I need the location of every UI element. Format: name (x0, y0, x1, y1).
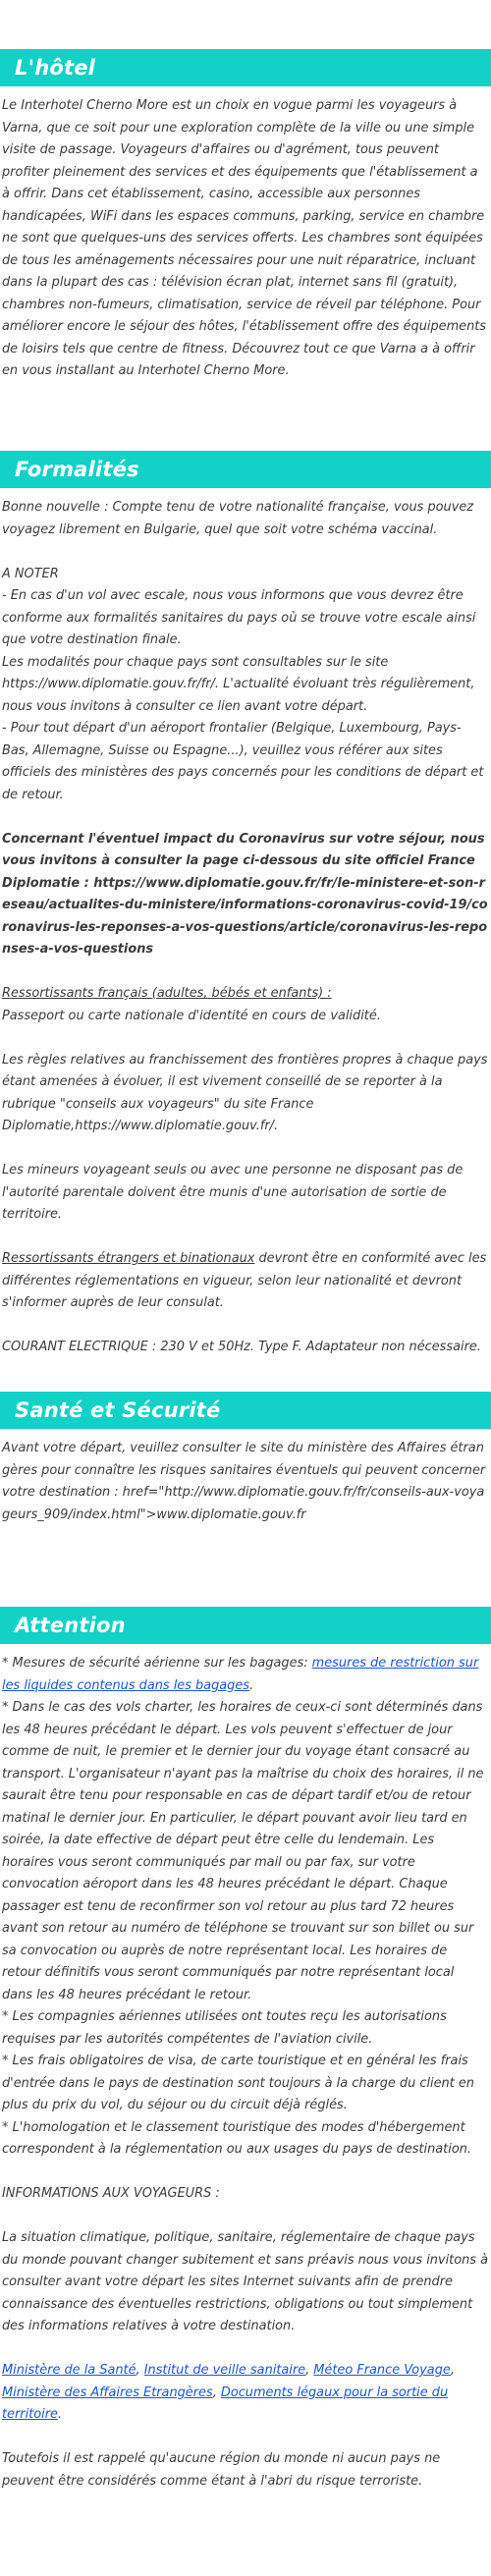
external-links: Ministère de la Santé, Institut de veille sanitaire, Méteo France Voyage, Ministère des Affaires Etrangères, Documents légaux pour la sortie du territoire. (2, 2363, 455, 2422)
attention-section-title: Attention (15, 1614, 126, 1637)
ressortissants-etrangers-paragraph (2, 1248, 488, 1315)
hotel-section-title: L'hôtel (15, 56, 96, 80)
note-line-3: - Pour tout départ d'un aéroport frontalier (Belgique, Luxembourg, Pays-Bas, Allemagne, Suisse ou Espagne...), veuillez vous référer aux sites officiels des ministères des pays concernés pour les conditions de départ et de retour. (2, 721, 484, 802)
attention-item-compagnies: * Les compagnies aériennes utilisées ont toutes reçu les autorisations requises par les autorités compétentes de l'aviation civile. (2, 2009, 447, 2047)
link-documents-legaux[interactable]: Documents légaux pour la sortie du territoire (2, 2384, 449, 2422)
sante-body (0, 1438, 491, 1526)
ressortissants-francais-text: Passeport ou carte nationale d'identité en cours de validité. (2, 1008, 381, 1023)
link-institut-veille[interactable]: Institut de veille sanitaire (143, 2363, 306, 2378)
link-meteo-france[interactable]: Méteo France Voyage (313, 2363, 451, 2378)
attention-body (0, 1653, 491, 2493)
formalites-body (0, 497, 491, 1359)
liquides-restriction-link[interactable]: mesures de restriction sur les liquides contenus dans les bagages (2, 1656, 479, 1693)
frontieres-text: Les règles relatives au franchissement des frontières propres à chaque pays étant amenées à évoluer, il est vivement conseillé de se reporter à la rubrique "conseils aux voyageurs" du site France Diplomatie,https://www.diplomatie.gouv.fr/. (2, 1052, 488, 1133)
note-line-1: - En cas d'un vol avec escale, nous vous informons que vous devrez être conforme aux formalités sanitaires du pays où se trouve votre escale ainsi que votre destination finale. (2, 588, 476, 647)
formalites-section (0, 451, 491, 1359)
sante-section (0, 1392, 491, 1526)
sante-section-title: Santé et Sécurité (15, 1398, 221, 1422)
formalites-intro: Bonne nouvelle : Compte tenu de votre nationalité française, vous pouvez voyagez librement en Bulgarie, quel que soit votre schéma vaccinal. (2, 500, 474, 537)
sante-text: Avant votre départ, veuillez consulter le site du ministère des Affaires étrangères pour connaître les risques sanitaires éventuels qui peuvent concerner votre destination : href="http://www.diplomatie.gouv.fr/fr/conseils-aux-voyageurs_909/index.html">www.diplomatie.gouv.fr (2, 1441, 486, 1522)
hotel-text: Le Interhotel Cherno More est un choix en vogue parmi les voyageurs à Varna, que ce soit pour une exploration complète de la ville ou une simple visite de passage. Voyageurs d'affaires ou d'agrément, tous peuvent profiter pleinement des services et des équipements que l'établissement a à offrir. Dans cet établissement, casino, accessible aux personnes handicapées, WiFi dans les espaces communs, parking, service en chambre ne sont que quelques-uns des services offerts. Les chambres sont équipées de tous les aménagements nécessaires pour une nuit réparatrice, incluant dans la plupart des cas : télévision écran plat, internet sans fil (gratuit), chambres non-fumeurs, climatisation, service de réveil par téléphone. Pour améliorer encore le séjour des hôtes, l'établissement offre des équipements de loisirs tels que centre de fitness. Découvrez tout ce que Varna a à offrir en vous installant au Interhotel Cherno More. (2, 98, 487, 378)
note-title: A NOTER (2, 566, 59, 581)
bagages-prefix: * Mesures de sécurité aérienne sur les bagages: (2, 1656, 312, 1671)
hotel-description (0, 95, 491, 383)
note-line-2: Les modalités pour chaque pays sont consultables sur le site https://www.diplomatie.gouv.fr/fr/. L'actualité évoluant très régulièrement, nous vous invitons à consulter ce lien avant votre départ. (2, 654, 475, 714)
terrorisme-notice: Toutefois il est rappelé qu'aucune région du monde ni aucun pays ne peuvent être considérés comme étant à l'abri du risque terroriste. (2, 2451, 441, 2489)
hotel-section (0, 49, 491, 383)
coronavirus-notice: Concernant l'éventuel impact du Coronavirus sur votre séjour, nous vous invitons à consulter la page ci-dessous du site officiel France Diplomatie : https://www.diplomatie.gouv.fr/fr/le-ministere-et-son-reseau/actualites-du-ministere/informations-coronavirus-covid-19/coronavirus-les-reponses-a-vos-questions/article/coronavirus-les-reponses-a-vos-questions (2, 831, 488, 957)
attention-section (0, 1607, 491, 2493)
hotel-section-header (0, 49, 491, 86)
link-ministere-sante[interactable]: Ministère de la Santé (2, 2363, 136, 2378)
bagages-suffix: . (249, 1677, 254, 1693)
formalites-section-header (0, 451, 491, 488)
attention-item-homologation: * L'homologation et le classement touristique des modes d'hébergement correspondent à la réglementation ou aux usages du pays de destination. (2, 2119, 471, 2157)
attention-item-bagages (2, 1653, 488, 1697)
attention-item-frais: * Les frais obligatoires de visa, de carte touristique et en général les frais d'entrée dans le pays de destination sont toujours à la charge du client en plus du prix du vol, du séjour ou du circuit déjà réglés. (2, 2054, 474, 2112)
attention-item-charter: * Dans le cas des vols charter, les horaires de ceux-ci sont déterminés dans les 48 heures précédant le départ. Les vols peuvent s'effectuer de jour comme de nuit, le premier et le dernier jour du voyage étant consacré au transport. L'organisateur n'ayant pas la maîtrise du choix des horaires, il ne saurait être tenu pour responsable en cas de départ tardif et/ou de retour matinal le dernier jour. En particulier, le départ pouvant avoir lieu tard en soirée, la date effective de départ peut être celle du lendemain. Les horaires vous seront communiqués par mail ou par fax, sur votre convocation aéroport dans les 48 heures précédant le départ. Chaque passager est tenu de reconfirmer son vol retour au plus tard 72 heures avant son retour au numéro de téléphone se trouvant sur son billet ou sur sa convocation ou auprès de notre représentant local. Les horaires de retour définitifs vous seront communiqués par notre représentant local dans les 48 heures précédant le retour. (2, 1700, 484, 2002)
ressortissants-etrangers-text: devront être en conformité avec les différentes réglementations en vigueur, selon leur nationalité et devront s'informer auprès de leur consulat. (2, 1251, 487, 1310)
info-voyageurs-title: INFORMATIONS AUX VOYAGEURS : (2, 2186, 220, 2201)
ressortissants-francais-label: Ressortissants français (adultes, bébés et enfants) : (2, 986, 332, 1001)
info-voyageurs-text: La situation climatique, politique, sanitaire, réglementaire de chaque pays du monde pouvant changer subitement et sans préavis nous vous invitons à consulter avant votre départ les sites Internet suivants afin de prendre connaissance des éventuelles restrictions, obligations ou tout simplement des informations relatives à votre destination. (2, 2230, 488, 2333)
sante-section-header (0, 1392, 491, 1429)
ressortissants-etrangers-label: Ressortissants étrangers et binationaux (2, 1251, 255, 1266)
link-affaires-etrangeres[interactable]: Ministère des Affaires Etrangères (2, 2384, 213, 2400)
formalites-section-title: Formalités (15, 458, 139, 481)
mineurs-text: Les mineurs voyageant seuls ou avec une personne ne disposant pas de l'autorité parentale doivent être munis d'une autorisation de sortie de territoire. (2, 1163, 464, 1222)
attention-section-header (0, 1607, 491, 1644)
courant-electrique: COURANT ELECTRIQUE : 230 V et 50Hz. Type F. Adaptateur non nécessaire. (2, 1340, 481, 1354)
